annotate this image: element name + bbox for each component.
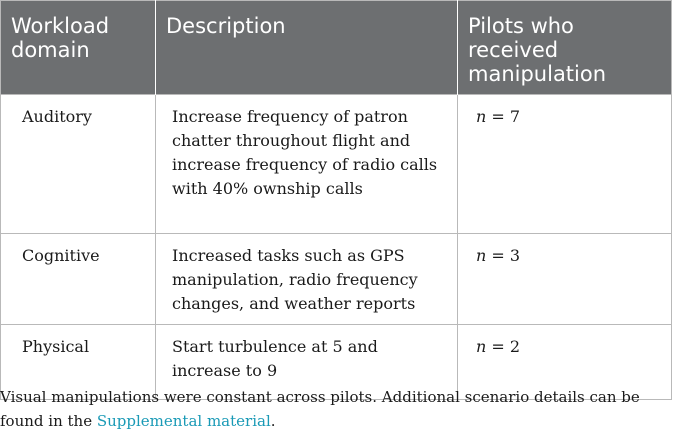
header-pilots: Pilots who received manipulation <box>458 1 672 95</box>
table-footnote <box>0 385 673 433</box>
pilots-cell <box>458 95 672 234</box>
table-row <box>1 234 672 325</box>
n-label: n <box>476 246 487 265</box>
supplemental-material-link[interactable]: Supplemental material <box>96 412 271 430</box>
domain-cell: Auditory <box>1 95 156 234</box>
n-value: = 7 <box>486 107 521 126</box>
header-workload-domain: Workload domain <box>1 1 156 95</box>
table-header <box>1 1 672 95</box>
n-value: = 3 <box>486 246 521 265</box>
description-cell: Start turbulence at 5 and increase to 9 <box>156 325 458 400</box>
domain-cell: Cognitive <box>1 234 156 325</box>
n-label: n <box>476 107 487 126</box>
n-value: = 2 <box>486 337 521 356</box>
footnote-text: Visual manipulations were constant across pilots. Additional scenario details can be found in the <box>0 388 640 430</box>
domain-cell: Physical <box>1 325 156 400</box>
description-cell: Increase frequency of patron chatter throughout flight and increase frequency of radio calls with 40% ownship calls <box>156 95 458 234</box>
footnote-end: . <box>270 412 276 430</box>
pilots-cell <box>458 234 672 325</box>
description-cell: Increased tasks such as GPS manipulation, radio frequency changes, and weather reports <box>156 234 458 325</box>
header-description: Description <box>156 1 458 95</box>
n-label: n <box>476 337 487 356</box>
table-row <box>1 95 672 234</box>
